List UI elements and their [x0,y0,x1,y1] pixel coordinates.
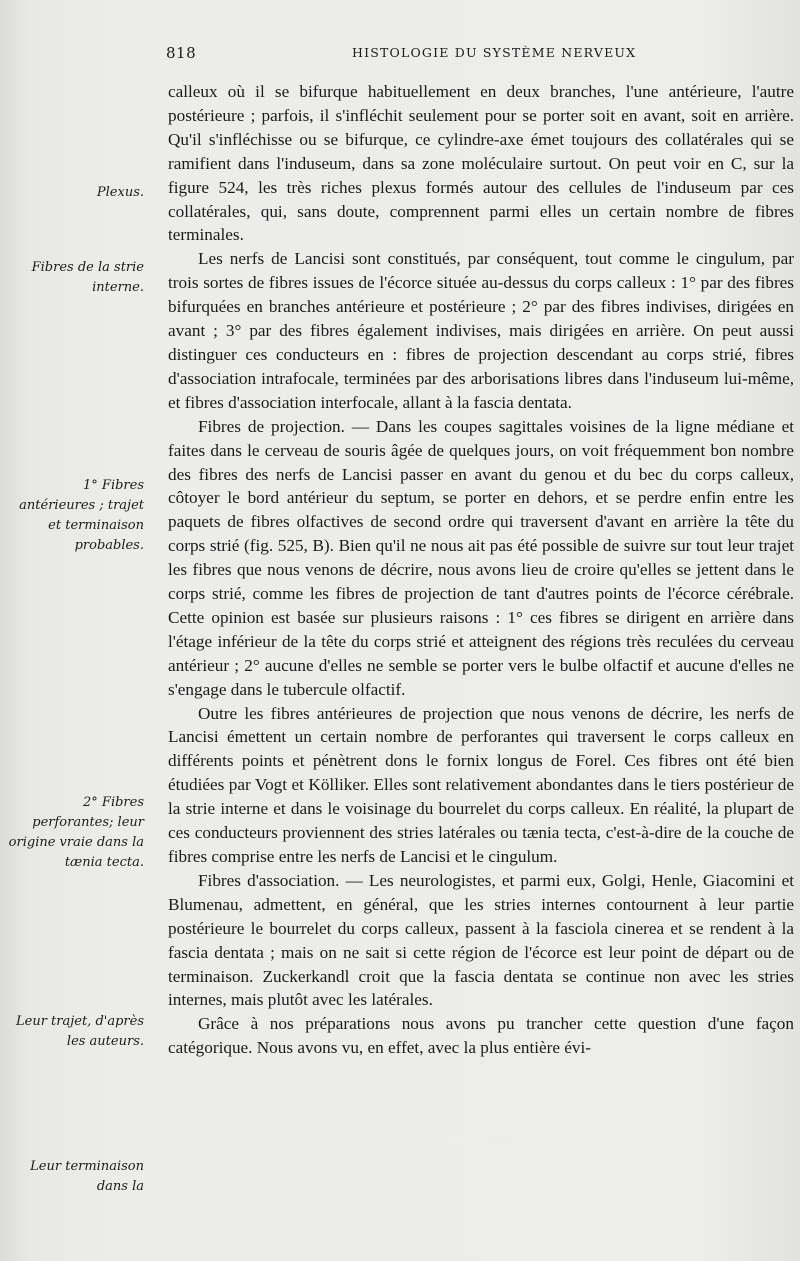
paragraph: calleux où il se bifurque habituellement en deux branches, l'une antérieure, l'autre postérieure ; parfois, il s'infléchit seulement pour se porter soit en avant, soit en arrière. Qu'il s'infléchisse ou se bifurque, ce cylindre-axe émet toujours des collatérales qui se ramifient dans l'induseum, dans sa zone moléculaire surtout. On peut voir en C, sur la figure 524, les très riches plexus formés autour des cellules de l'induseum par ces collatérales, qui, sans doute, comprennent parmi elles un certain nombre de fibres terminales. [168,82,794,245]
margin-notes [0,0,160,1261]
margin-note-strie-interne: Fibres de la strie interne. [31,260,144,295]
paragraph: Grâce à nos préparations nous avons pu trancher cette question d'une façon catégorique. Nous avons vu, en effet, avec la plus entière évi- [168,1014,794,1058]
margin-note-plexus: Plexus. [96,185,144,200]
paragraph: Outre les fibres antérieures de projection que nous venons de décrire, les nerfs de Lancisi émettent un certain nombre de perforantes qui traversent le corps calleux en différents points et pénètrent dons le fornix longus de Forel. Ces fibres ont été bien étudiées par Vogt et Kölliker. Elles sont relativement abondantes dans le tiers postérieur de la strie interne et dans le voisinage du bourrelet du corps calleux. En réalité, la plupart de ces conducteurs proviennent des stries latérales ou tænia tecta, c'est-à-dire de la couche de fibres comprise entre les nerfs de Lancisi et le cingulum. [168,703,794,866]
paragraph: Fibres de projection. — Dans les coupes sagittales voisines de la ligne médiane et faites dans le cerveau de souris âgée de quelques jours, on voit fréquemment bon nombre des fibres des nerfs de Lancisi passer en avant du genou et du bec du corps calleux, côtoyer le bord antérieur du septum, se porter en dehors, et se perdre enfin entre les paquets de fibres olfactives de second ordre qui traversent d'avant en arrière la tête du corps strié (fig. 525, B). Bien qu'il ne nous ait pas été possible de suivre sur tout leur trajet les fibres que nous venons de décrire, nous avons lieu de croire qu'elles se jettent dans le corps strié, comme les fibres de projection de tant d'autres points de l'écorce cérébrale. Cette opinion est basée sur plusieurs raisons : 1° ces fibres se dirigent en arrière dans l'étage inférieur de la tête du corps strié et atteignent des régions très reculées du cerveau antérieur ; 2° aucune d'elles ne semble se porter vers le bulbe olfactif et aucune d'elles ne s'engage dans le tubercule olfactif. [168,416,794,699]
margin-note-fibres-perforantes: 2° Fibres perforantes; leur origine vraie dans la tænia tecta. [8,795,144,870]
page-number: 818 [166,44,197,62]
margin-note-terminaison: Leur terminaison dans la [30,1159,144,1194]
paragraph: Fibres d'association. — Les neurologistes, et parmi eux, Golgi, Henle, Giacomini et Blumenau, admettent, en général, que les stries internes contournent à leur partie postérieure le bourrelet du corps calleux, passent à la fasciola cinerea et se rendent à la fascia dentata ; mais on ne sait si cette région de l'écorce est leur point de départ ou de terminaison. Zuckerkandl croit que la fascia dentata se continue non avec les stries internes, mais plutôt avec les latérales. [168,870,794,1010]
body-text [168,80,794,1060]
margin-note-fibres-anterieures: 1° Fibres antérieures ; trajet et terminaison probables. [19,478,144,553]
margin-note-trajet: Leur trajet, d'après les auteurs. [16,1014,144,1049]
running-head: HISTOLOGIE DU SYSTÈME NERVEUX [352,45,637,60]
paragraph: Les nerfs de Lancisi sont constitués, par conséquent, tout comme le cingulum, par trois sortes de fibres issues de l'écorce située au-dessus du corps calleux : 1° par des fibres bifurquées en branches antérieure et postérieure ; 2° par des fibres indivises, dirigées en avant ; 3° par des fibres également indivises, mais dirigées en arrière. On peut aussi distinguer ces conducteurs en : fibres de projection descendant au corps strié, fibres d'association intrafocale, terminées par des arborisations libres dans l'induseum lui-même, et fibres d'association interfocale, allant à la fascia dentata. [168,249,794,412]
